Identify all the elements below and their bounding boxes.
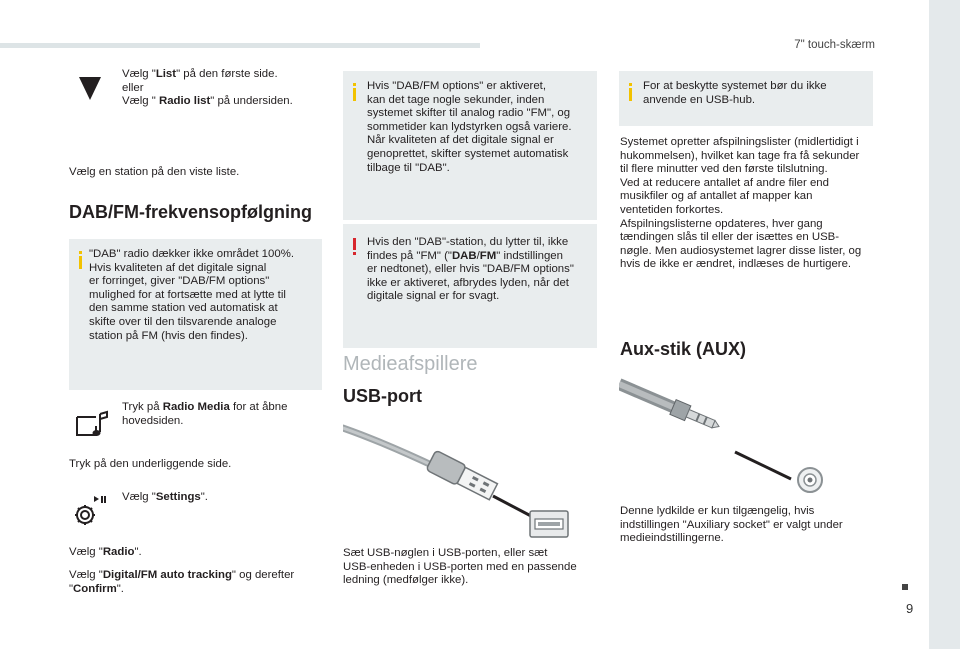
settings-gear-icon [72,493,108,529]
dab-fm-heading: DAB/FM-frekvensopfølgning [69,202,312,222]
select-dab-tracking-text: Vælg "Digital/FM auto tracking" og derefter "Confirm". [69,569,295,595]
press-radio-media-text: Tryk på Radio Media for at åbne hovedsiden. [122,401,288,427]
playlist-info-text: Systemet opretter afspilningslister (midlertidigt i hukommelsen), hvilket kan tage fra få sekunder til flere minutter ved den første tilslutning. Ved at reducere antallet af andre filer end musikfiler og af antallet af mapper kan ventetiden forkortes. Afspilningslisterne opdateres, hver gang tændingen slås til eller der isættes en USB- nøgle. Men audiosystemet lagrer disse lister, og hvis de ikke er ændret, indlæses de hurtigere. [620,136,862,271]
header-rule [0,43,480,48]
select-list-instruction: Vælg "List" på den første side. eller Vælg " Radio list" på undersiden. [122,68,293,108]
usb-instruction-text: Sæt USB-nøglen i USB-porten, eller sæt USB-enheden i USB-porten med en passende ledning (medfølger ikke). [343,547,577,587]
radio-media-icon [74,410,110,440]
usb-hub-info-box [619,71,873,126]
down-triangle-icon [79,77,101,101]
usb-socket-icon [529,510,569,538]
usb-port-heading: USB-port [343,386,422,406]
warning-icon [353,238,356,256]
aux-heading: Aux-stik (AUX) [620,339,747,359]
usb-hub-info-text: For at beskytte systemet bør du ikke anvende en USB-hub. [643,80,827,106]
page-number: 9 [906,601,914,616]
dab-options-info-box [343,71,597,220]
press-subpage-text: Tryk på den underliggende side. [69,458,232,470]
page-marker [902,584,908,590]
choose-station-text: Vælg en station på den viste liste. [69,166,240,178]
dab-info-box [69,239,322,390]
aux-socket-icon [795,465,825,495]
dab-info-text: "DAB" radio dækker ikke området 100%. Hvis kvaliteten af det digitale signal er forringet, giver "DAB/FM options" mulighed for at fortsætte med at lytte til den samme station ved automatisk at skifte over til den tilsvarende analoge station på FM (hvis den findes). [89,248,294,342]
dab-warning-text: Hvis den "DAB"-station, du lytter til, ikke findes på "FM" ("DAB/FM" indstillingen er nedtonet), eller hvis "DAB/FM options" ikke er aktiveret, afbrydes lyden, når det digitale signal er for svagt. [367,236,574,303]
info-icon [353,83,356,101]
dab-warning-box [343,224,597,348]
page-header-title: 7" touch-skærm [794,39,875,51]
page-side-tab [929,0,960,649]
dab-options-info-text: Hvis "DAB/FM options" er aktiveret, kan det tage nogle sekunder, inden systemet skifter til analog radio "FM", og sommetider kan lydstyrken også variere. Når kvaliteten af det digitale signal er genoprettet, skifter systemet automatisk tilbage til "DAB". [367,80,572,174]
media-section-title: Medieafspillere [343,353,478,375]
info-icon [79,251,82,269]
info-icon [629,83,632,101]
aux-instruction-text: Denne lydkilde er kun tilgængelig, hvis indstillingen "Auxiliary socket" er valgt under medieindstillingerne. [620,505,843,545]
select-settings-text: Vælg "Settings". [122,491,208,503]
select-radio-text: Vælg "Radio". [69,546,142,558]
